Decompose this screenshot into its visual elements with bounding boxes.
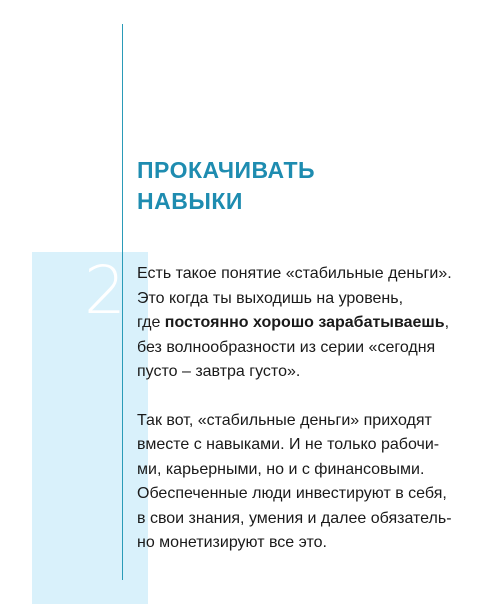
paragraph-2	[137, 409, 477, 556]
paragraph-2-line-2: вместе с навыками. И не только рабочи-	[137, 436, 440, 453]
paragraph-2-line-4: Обеспеченные люди инвестируют в себя,	[137, 485, 447, 502]
section-number: 2	[84, 252, 126, 329]
body-text	[137, 262, 477, 556]
paragraph-2-line-3: ми, карьерными, но и с финансовыми.	[137, 460, 425, 478]
paragraph-1-line-3	[137, 311, 477, 336]
paragraph-1-line-2: Это когда ты выходишь на уровень,	[137, 289, 404, 307]
section-title-line-1: ПРОКАЧИВАТЬ	[137, 157, 316, 183]
paragraph-1	[137, 262, 477, 385]
paragraph-2-line-5: в свои знания, умения и далее обязатель-	[137, 509, 452, 527]
paragraph-2-line-6: но монетизируют все это.	[137, 534, 327, 551]
paragraph-1-line-3-suffix: ,	[444, 314, 450, 331]
paragraph-1-line-1: Есть такое понятие «стабильные деньги».	[137, 265, 452, 282]
paragraph-2-line-1: Так вот, «стабильные деньги» приходят	[137, 411, 432, 429]
section-title	[137, 155, 315, 217]
section-title-line-2: НАВЫКИ	[137, 188, 243, 214]
paragraph-1-line-4: без волнообразности из серии «сегодня	[137, 338, 436, 356]
paragraph-1-line-5: пусто – завтра густо».	[137, 363, 301, 380]
emphasized-phrase: постоянно хорошо зарабатываешь	[164, 314, 445, 331]
paragraph-1-line-3-prefix: где	[137, 314, 165, 331]
